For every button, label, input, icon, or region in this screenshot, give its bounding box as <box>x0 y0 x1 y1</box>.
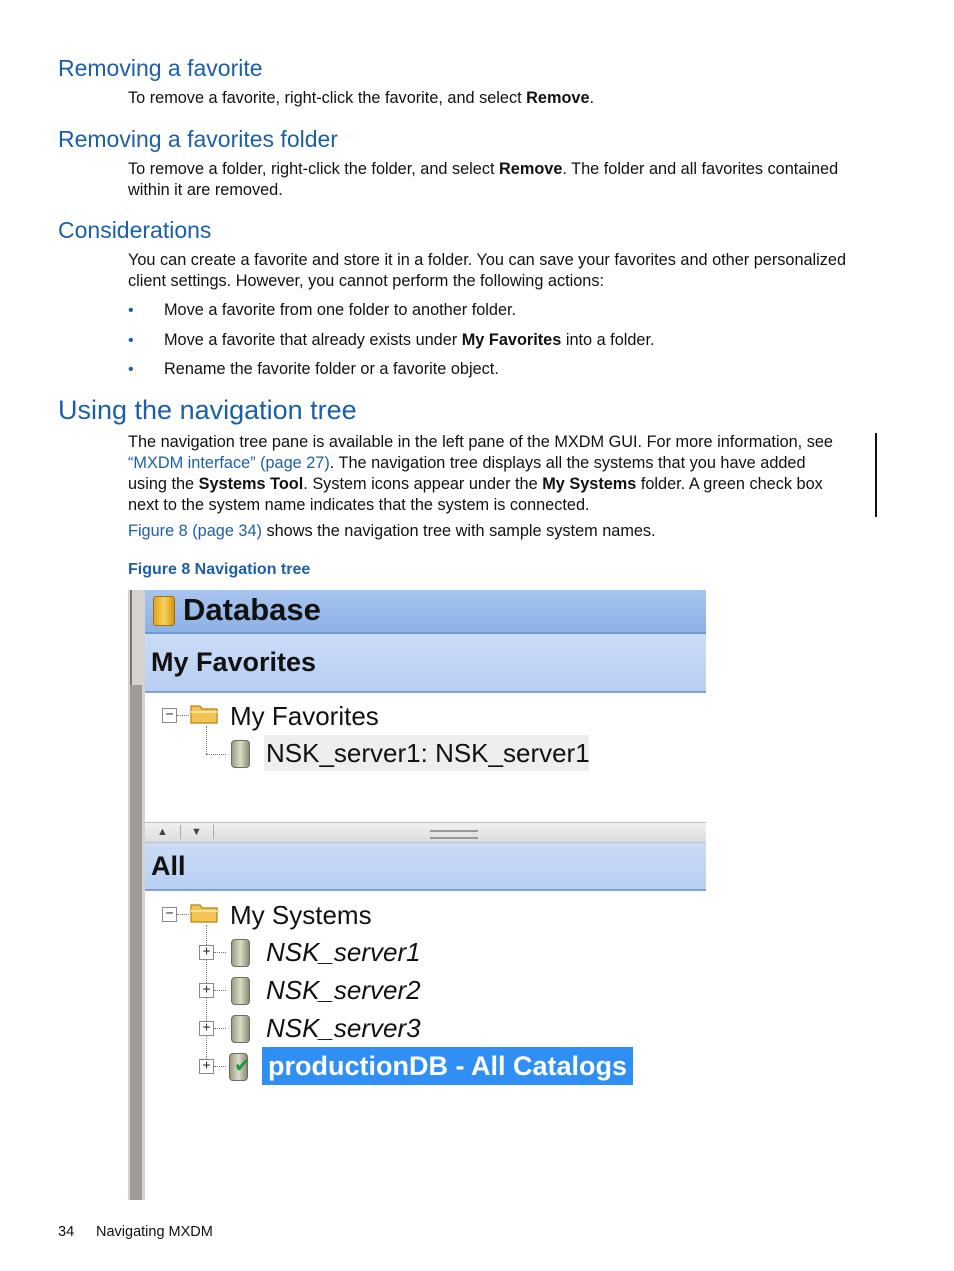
splitter-grip-icon[interactable] <box>430 830 478 839</box>
tree-connector <box>214 1066 226 1067</box>
separator <box>180 825 181 839</box>
navigation-tree-figure <box>128 590 706 1200</box>
tree-connector <box>214 1028 226 1029</box>
tree-connector <box>177 715 189 716</box>
tree-connector <box>214 952 226 953</box>
database-header <box>145 590 706 634</box>
considerations-list <box>128 300 655 389</box>
paragraph-figure-reference: Figure 8 (page 34) shows the navigation tree with sample system names. <box>128 522 656 540</box>
bullet-icon: • <box>128 331 134 349</box>
paragraph-removing-folder: To remove a folder, right-click the folder, and select Remove. The folder and all favorites contained within it are removed. <box>128 160 839 199</box>
tree-connector <box>214 990 226 991</box>
figure-caption: Figure 8 Navigation tree <box>128 561 311 578</box>
pane-splitter[interactable] <box>145 822 706 843</box>
server-icon <box>231 740 250 768</box>
heading-considerations: Considerations <box>58 217 212 243</box>
expand-server1-icon[interactable]: + <box>199 945 214 960</box>
server-icon <box>231 939 250 967</box>
paragraph-removing-favorite: To remove a favorite, right-click the favorite, and select Remove. <box>128 89 595 107</box>
selected-system-label[interactable]: productionDB - All Catalogs <box>268 1051 627 1081</box>
favorites-header[interactable] <box>145 634 706 693</box>
separator <box>213 825 214 839</box>
connected-check-icon: ✔ <box>234 1055 251 1077</box>
folder-icon <box>190 702 218 724</box>
favorite-item-label[interactable]: NSK_server1: NSK_server1 <box>266 738 590 768</box>
database-icon <box>153 596 175 626</box>
favorites-folder-label[interactable]: My Favorites <box>230 701 379 731</box>
expand-productiondb-icon[interactable]: + <box>199 1059 214 1074</box>
paragraph-navigation-tree: The navigation tree pane is available in the left pane of the MXDM GUI. For more information, see “MXDM interface” (page 27). The navigation tree displays all the systems that you have added using the Systems Tool. System icons appear under the My Systems folder. A green check box next to the system name indicates that the system is connected. <box>128 433 833 514</box>
all-header-label: All <box>151 851 186 881</box>
pane-border <box>128 590 145 1200</box>
server-icon <box>231 1015 250 1043</box>
list-item: • Move a favorite that already exists under My Favorites into a folder. <box>128 330 655 349</box>
expand-server2-icon[interactable]: + <box>199 983 214 998</box>
tree-connector <box>206 754 226 755</box>
database-title: Database <box>183 592 321 627</box>
arrow-down-icon[interactable]: ▼ <box>191 826 202 838</box>
change-bar <box>875 433 877 517</box>
server-icon <box>231 977 250 1005</box>
expand-server3-icon[interactable]: + <box>199 1021 214 1036</box>
bullet-icon: • <box>128 361 134 378</box>
list-item: • Rename the favorite folder or a favorite object. <box>128 360 499 378</box>
collapse-systems-icon[interactable]: − <box>162 907 177 922</box>
folder-icon <box>190 901 218 923</box>
bullet-icon: • <box>128 302 134 319</box>
footer-chapter: Navigating MXDM <box>96 1224 213 1240</box>
paragraph-considerations: You can create a favorite and store it in a folder. You can save your favorites and other personalized client settings. However, you cannot perform the following actions: <box>128 251 847 290</box>
all-header[interactable] <box>145 843 706 891</box>
figure-8-link[interactable]: Figure 8 (page 34) <box>128 522 262 540</box>
server2-label[interactable]: NSK_server2 <box>266 975 421 1005</box>
tree-connector <box>206 726 207 754</box>
list-item: • Move a favorite from one folder to another folder. <box>128 301 517 319</box>
heading-removing-favorite: Removing a favorite <box>58 55 263 81</box>
collapse-favorites-icon[interactable]: − <box>162 708 177 723</box>
page-number: 34 <box>58 1224 75 1240</box>
tree-connector <box>177 914 189 915</box>
heading-removing-folder: Removing a favorites folder <box>58 126 338 152</box>
heading-navigation-tree: Using the navigation tree <box>58 395 357 425</box>
favorites-header-label: My Favorites <box>151 647 317 677</box>
systems-folder-label[interactable]: My Systems <box>230 900 372 930</box>
arrow-up-icon[interactable]: ▲ <box>157 826 168 838</box>
server3-label[interactable]: NSK_server3 <box>266 1013 421 1043</box>
server1-label[interactable]: NSK_server1 <box>266 937 421 967</box>
mxdm-interface-link[interactable]: “MXDM interface” (page 27) <box>128 454 330 472</box>
